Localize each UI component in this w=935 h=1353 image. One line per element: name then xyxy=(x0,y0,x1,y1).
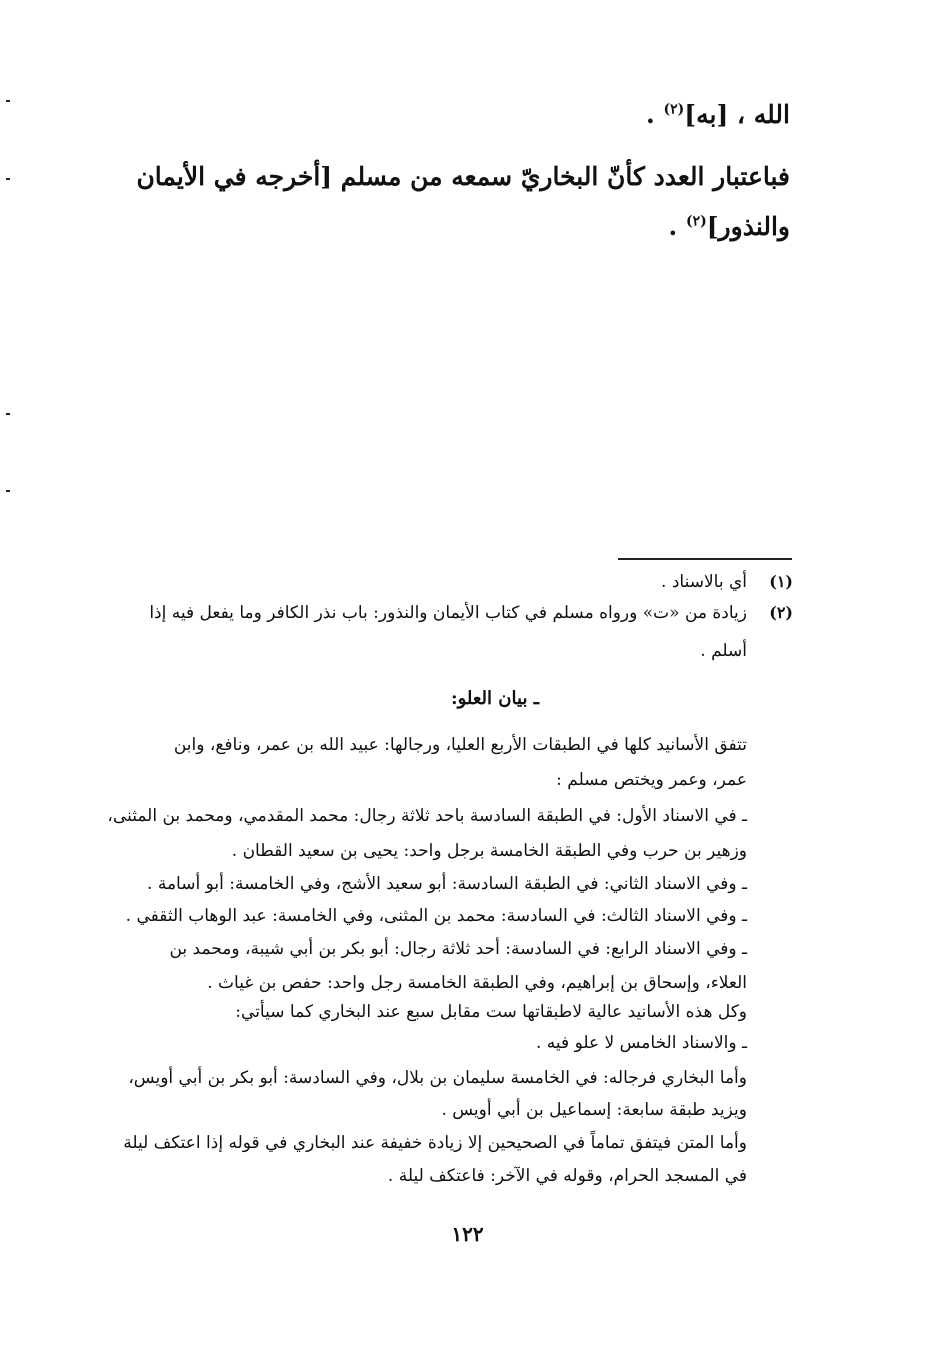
scan-edge-mark xyxy=(6,178,10,180)
scan-edge-mark xyxy=(6,490,10,492)
footnote-number: (١) xyxy=(769,572,793,591)
body-line: عمر، وعمر ويختص مسلم : xyxy=(556,770,747,790)
main-text: . xyxy=(646,100,664,129)
footnote-text: أي بالاسناد . xyxy=(661,572,747,592)
body-line: في المسجد الحرام، وقوله في الآخر: فاعتكف ليلة . xyxy=(387,1166,747,1186)
footnote-text: زيادة من «ت» ورواه مسلم في كتاب الأيمان والنذور: باب نذر الكافر وما يفعل فيه إذا xyxy=(149,603,747,623)
body-line: وأما البخاري فرجاله: في الخامسة سليمان بن بلال، وفي السادسة: أبو بكر بن أبي أويس، xyxy=(128,1068,747,1088)
body-line: وأما المتن فيتفق تماماً في الصحيحين إلا زيادة خفيفة عند البخاري في قوله إذا اعتكف ليلة xyxy=(123,1133,747,1153)
body-line: ـ وفي الاسناد الثاني: في الطبقة السادسة: أبو سعيد الأشج، وفي الخامسة: أبو أسامة . xyxy=(147,874,747,894)
body-line: العلاء، وإسحاق بن إبراهيم، وفي الطبقة الخامسة رجل واحد: حفص بن غياث . xyxy=(207,973,747,993)
footnote-separator xyxy=(618,558,792,560)
body-line: ويزيد طبقة سابعة: إسماعيل بن أبي أويس . xyxy=(441,1100,747,1120)
body-line: وزهير بن حرب وفي الطبقة الخامسة برجل واحد: يحيى بن سعيد القطان . xyxy=(231,841,747,861)
body-line: تتفق الأسانيد كلها في الطبقات الأربع العليا، ورجالها: عبيد الله بن عمر، ونافع، وابن xyxy=(173,735,747,755)
body-line: ـ في الاسناد الأول: في الطبقة السادسة باحد ثلاثة رجال: محمد المقدمي، ومحمد بن المثنى، xyxy=(107,806,747,826)
main-text: والنذور] xyxy=(706,212,790,241)
footnote-number: (٢) xyxy=(769,603,793,622)
footnote-ref: (٢) xyxy=(663,101,685,118)
footnote-text: أسلم . xyxy=(700,641,747,661)
main-text: الله ، [به] xyxy=(684,100,790,129)
main-text-line-1 xyxy=(646,100,790,129)
main-text: . xyxy=(668,212,686,241)
main-text-line-2: فباعتبار العدد كأنّ البخاريّ سمعه من مسلم [أخرجه في الأيمان xyxy=(136,162,790,191)
body-line: ـ والاسناد الخامس لا علو فيه . xyxy=(535,1033,747,1053)
section-heading: ـ بيان العلو: xyxy=(450,688,539,709)
scan-edge-mark xyxy=(6,413,10,415)
body-line: ـ وفي الاسناد الرابع: في السادسة: أحد ثلاثة رجال: أبو بكر بن أبي شيبة، ومحمد بن xyxy=(169,939,747,959)
main-text-line-3 xyxy=(669,212,790,241)
footnote-ref: (٢) xyxy=(685,213,707,230)
body-line: ـ وفي الاسناد الثالث: في السادسة: محمد بن المثنى، وفي الخامسة: عبد الوهاب الثقفي . xyxy=(125,906,747,926)
page-number: ١٢٢ xyxy=(451,1222,484,1246)
body-line: وكل هذه الأسانيد عالية لاطبقاتها ست مقابل سبع عند البخاري كما سيأتي: xyxy=(235,1002,747,1022)
scan-edge-mark xyxy=(6,100,10,102)
